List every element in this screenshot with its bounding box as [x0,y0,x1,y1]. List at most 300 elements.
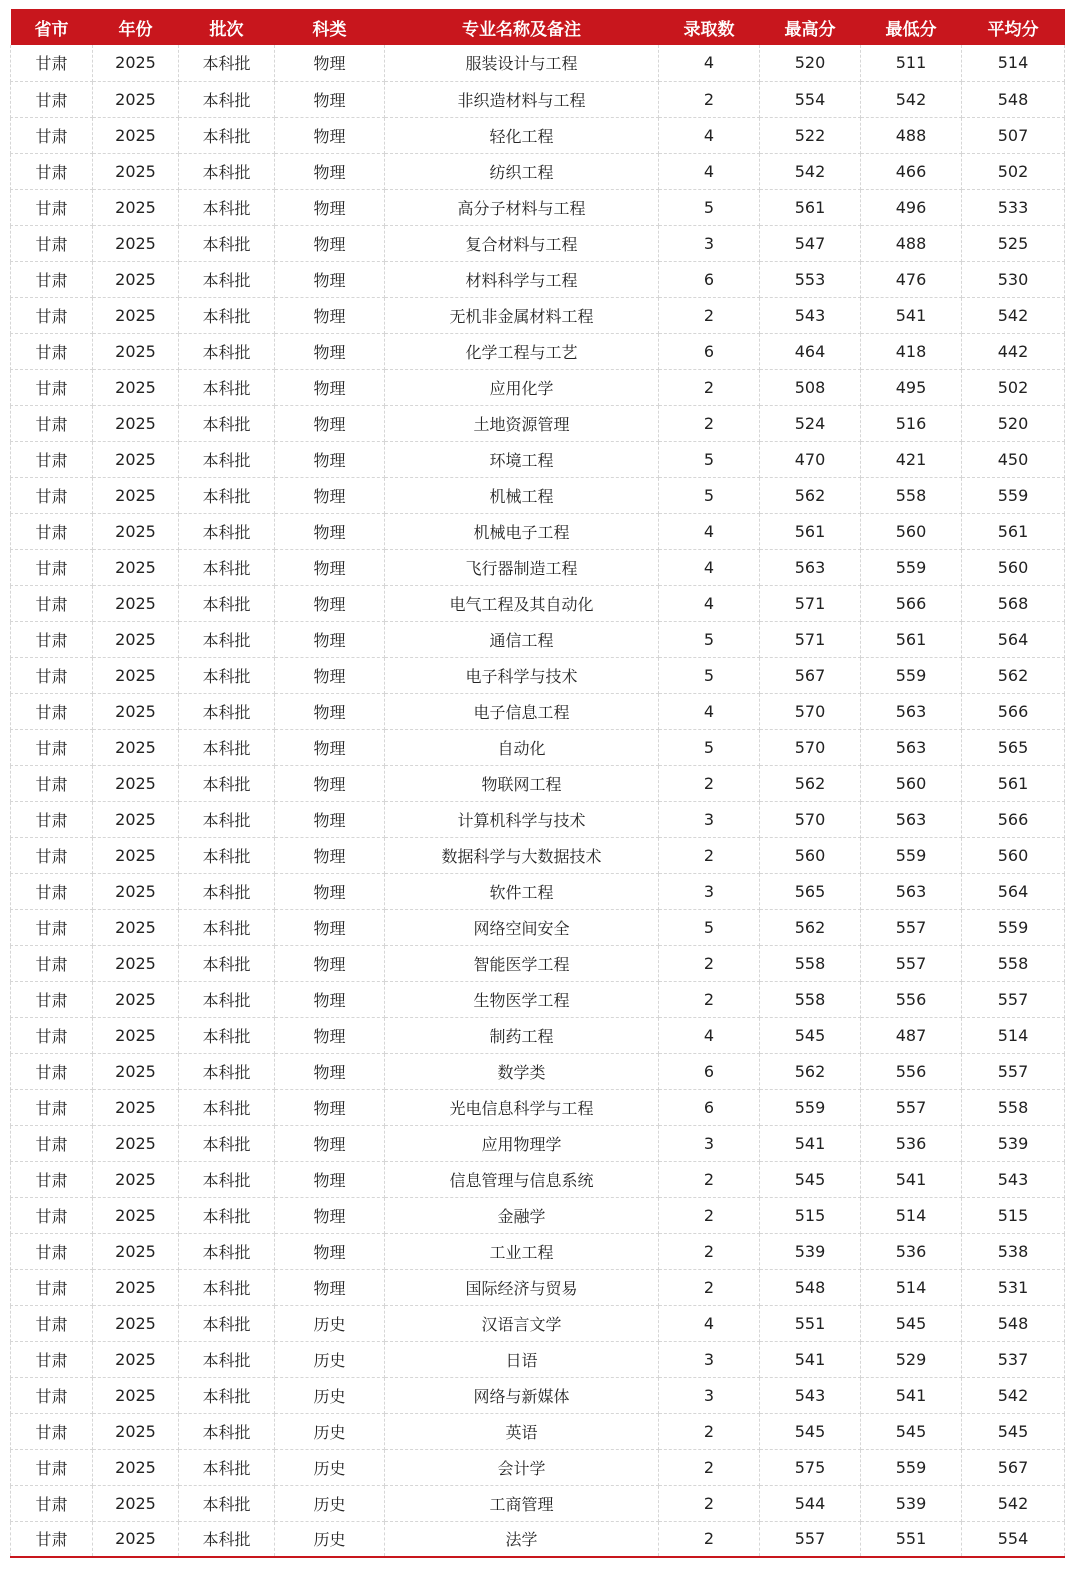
cell-admitted: 5 [659,657,760,693]
cell-batch: 本科批 [179,369,275,405]
cell-min-score: 545 [861,1413,962,1449]
table-row [11,1233,1065,1269]
cell-batch: 本科批 [179,1341,275,1377]
cell-province: 甘肃 [11,1197,93,1233]
cell-province: 甘肃 [11,189,93,225]
cell-max-score: 557 [760,1521,861,1557]
table-row [11,81,1065,117]
cell-min-score: 514 [861,1197,962,1233]
cell-subject: 物理 [275,549,385,585]
cell-admitted: 5 [659,729,760,765]
cell-year: 2025 [93,1305,179,1341]
cell-max-score: 470 [760,441,861,477]
cell-year: 2025 [93,1269,179,1305]
cell-year: 2025 [93,1413,179,1449]
cell-min-score: 539 [861,1485,962,1521]
table-row [11,1089,1065,1125]
cell-admitted: 2 [659,1449,760,1485]
cell-year: 2025 [93,45,179,81]
cell-batch: 本科批 [179,657,275,693]
cell-year: 2025 [93,1233,179,1269]
cell-avg-score: 560 [962,549,1065,585]
cell-batch: 本科批 [179,297,275,333]
cell-batch: 本科批 [179,405,275,441]
table-row [11,873,1065,909]
cell-batch: 本科批 [179,585,275,621]
cell-subject: 历史 [275,1377,385,1413]
cell-min-score: 488 [861,225,962,261]
table-row [11,1521,1065,1557]
cell-batch: 本科批 [179,45,275,81]
cell-year: 2025 [93,1449,179,1485]
cell-major: 应用物理学 [385,1125,659,1161]
cell-subject: 物理 [275,981,385,1017]
cell-max-score: 524 [760,405,861,441]
cell-min-score: 496 [861,189,962,225]
cell-batch: 本科批 [179,1413,275,1449]
cell-province: 甘肃 [11,873,93,909]
cell-batch: 本科批 [179,909,275,945]
cell-major: 计算机科学与技术 [385,801,659,837]
cell-year: 2025 [93,621,179,657]
cell-province: 甘肃 [11,693,93,729]
cell-max-score: 541 [760,1341,861,1377]
cell-major: 电子信息工程 [385,693,659,729]
cell-min-score: 476 [861,261,962,297]
cell-year: 2025 [93,261,179,297]
cell-subject: 物理 [275,1161,385,1197]
cell-avg-score: 502 [962,369,1065,405]
cell-year: 2025 [93,1053,179,1089]
cell-subject: 物理 [275,621,385,657]
cell-province: 甘肃 [11,801,93,837]
cell-max-score: 562 [760,1053,861,1089]
cell-max-score: 543 [760,1377,861,1413]
cell-max-score: 547 [760,225,861,261]
cell-min-score: 536 [861,1233,962,1269]
cell-year: 2025 [93,333,179,369]
cell-subject: 物理 [275,801,385,837]
cell-province: 甘肃 [11,1413,93,1449]
cell-subject: 物理 [275,1197,385,1233]
table-row [11,729,1065,765]
table-row [11,513,1065,549]
cell-province: 甘肃 [11,45,93,81]
cell-avg-score: 542 [962,1485,1065,1521]
cell-batch: 本科批 [179,765,275,801]
cell-batch: 本科批 [179,1233,275,1269]
cell-subject: 历史 [275,1413,385,1449]
cell-major: 英语 [385,1413,659,1449]
cell-year: 2025 [93,1017,179,1053]
cell-batch: 本科批 [179,621,275,657]
cell-year: 2025 [93,369,179,405]
cell-province: 甘肃 [11,585,93,621]
cell-year: 2025 [93,1161,179,1197]
cell-avg-score: 567 [962,1449,1065,1485]
cell-max-score: 558 [760,945,861,981]
cell-year: 2025 [93,693,179,729]
cell-major: 工业工程 [385,1233,659,1269]
cell-province: 甘肃 [11,981,93,1017]
cell-province: 甘肃 [11,1485,93,1521]
cell-min-score: 529 [861,1341,962,1377]
cell-batch: 本科批 [179,1521,275,1557]
cell-max-score: 508 [760,369,861,405]
cell-batch: 本科批 [179,729,275,765]
cell-min-score: 561 [861,621,962,657]
table-header-row [11,9,1065,45]
cell-year: 2025 [93,1521,179,1557]
cell-min-score: 541 [861,1161,962,1197]
cell-admitted: 2 [659,1269,760,1305]
cell-major: 网络与新媒体 [385,1377,659,1413]
cell-batch: 本科批 [179,1485,275,1521]
cell-major: 数学类 [385,1053,659,1089]
cell-avg-score: 514 [962,45,1065,81]
cell-subject: 物理 [275,657,385,693]
cell-province: 甘肃 [11,1125,93,1161]
cell-max-score: 561 [760,513,861,549]
cell-admitted: 3 [659,1377,760,1413]
cell-year: 2025 [93,801,179,837]
cell-avg-score: 554 [962,1521,1065,1557]
cell-avg-score: 545 [962,1413,1065,1449]
table-row [11,369,1065,405]
cell-major: 生物医学工程 [385,981,659,1017]
cell-major: 纺织工程 [385,153,659,189]
cell-min-score: 557 [861,909,962,945]
cell-year: 2025 [93,585,179,621]
cell-min-score: 557 [861,945,962,981]
cell-major: 物联网工程 [385,765,659,801]
cell-major: 应用化学 [385,369,659,405]
cell-avg-score: 548 [962,81,1065,117]
cell-province: 甘肃 [11,1341,93,1377]
cell-max-score: 515 [760,1197,861,1233]
cell-max-score: 464 [760,333,861,369]
table-row [11,837,1065,873]
cell-major: 国际经济与贸易 [385,1269,659,1305]
cell-year: 2025 [93,81,179,117]
cell-min-score: 541 [861,297,962,333]
cell-year: 2025 [93,225,179,261]
table-row [11,693,1065,729]
cell-max-score: 558 [760,981,861,1017]
cell-year: 2025 [93,297,179,333]
admission-scores-table [10,9,1065,1558]
cell-major: 金融学 [385,1197,659,1233]
cell-subject: 物理 [275,441,385,477]
cell-avg-score: 558 [962,945,1065,981]
cell-subject: 物理 [275,189,385,225]
table-row [11,909,1065,945]
cell-min-score: 556 [861,1053,962,1089]
cell-province: 甘肃 [11,1161,93,1197]
cell-batch: 本科批 [179,1269,275,1305]
cell-avg-score: 520 [962,405,1065,441]
cell-batch: 本科批 [179,1017,275,1053]
cell-min-score: 559 [861,1449,962,1485]
cell-province: 甘肃 [11,549,93,585]
cell-major: 高分子材料与工程 [385,189,659,225]
cell-subject: 物理 [275,729,385,765]
cell-batch: 本科批 [179,1161,275,1197]
cell-admitted: 6 [659,333,760,369]
header-min-score: 最低分 [885,19,937,40]
cell-max-score: 543 [760,297,861,333]
cell-admitted: 6 [659,1053,760,1089]
cell-major: 飞行器制造工程 [385,549,659,585]
table-row [11,945,1065,981]
cell-max-score: 520 [760,45,861,81]
cell-admitted: 2 [659,297,760,333]
cell-province: 甘肃 [11,153,93,189]
table-row [11,153,1065,189]
cell-year: 2025 [93,729,179,765]
cell-year: 2025 [93,1377,179,1413]
cell-max-score: 563 [760,549,861,585]
cell-province: 甘肃 [11,477,93,513]
cell-province: 甘肃 [11,81,93,117]
cell-year: 2025 [93,1485,179,1521]
table-row [11,261,1065,297]
table-row [11,1305,1065,1341]
cell-avg-score: 502 [962,153,1065,189]
header-admitted: 录取数 [683,19,735,40]
table-row [11,1341,1065,1377]
cell-province: 甘肃 [11,225,93,261]
table-row [11,441,1065,477]
table-row [11,657,1065,693]
cell-batch: 本科批 [179,441,275,477]
cell-major: 电气工程及其自动化 [385,585,659,621]
cell-min-score: 545 [861,1305,962,1341]
cell-admitted: 4 [659,693,760,729]
cell-avg-score: 507 [962,117,1065,153]
cell-avg-score: 533 [962,189,1065,225]
cell-batch: 本科批 [179,1053,275,1089]
cell-min-score: 559 [861,549,962,585]
cell-batch: 本科批 [179,225,275,261]
cell-avg-score: 515 [962,1197,1065,1233]
cell-batch: 本科批 [179,801,275,837]
table-row [11,1197,1065,1233]
table-row [11,981,1065,1017]
cell-major: 工商管理 [385,1485,659,1521]
cell-province: 甘肃 [11,513,93,549]
cell-batch: 本科批 [179,549,275,585]
cell-admitted: 6 [659,261,760,297]
cell-admitted: 4 [659,117,760,153]
header-province: 省市 [34,19,69,40]
cell-max-score: 559 [760,1089,861,1125]
cell-avg-score: 557 [962,981,1065,1017]
cell-admitted: 2 [659,81,760,117]
cell-subject: 物理 [275,945,385,981]
cell-min-score: 466 [861,153,962,189]
cell-major: 非织造材料与工程 [385,81,659,117]
cell-major: 机械电子工程 [385,513,659,549]
cell-max-score: 562 [760,909,861,945]
cell-min-score: 421 [861,441,962,477]
admission-table-container [10,9,1064,1558]
cell-subject: 物理 [275,1053,385,1089]
cell-max-score: 545 [760,1161,861,1197]
cell-admitted: 2 [659,837,760,873]
cell-admitted: 2 [659,1521,760,1557]
cell-min-score: 516 [861,405,962,441]
cell-avg-score: 558 [962,1089,1065,1125]
cell-province: 甘肃 [11,369,93,405]
cell-min-score: 557 [861,1089,962,1125]
cell-province: 甘肃 [11,1089,93,1125]
cell-major: 软件工程 [385,873,659,909]
cell-province: 甘肃 [11,117,93,153]
cell-max-score: 567 [760,657,861,693]
cell-max-score: 553 [760,261,861,297]
cell-avg-score: 543 [962,1161,1065,1197]
cell-avg-score: 564 [962,621,1065,657]
cell-avg-score: 561 [962,513,1065,549]
cell-batch: 本科批 [179,1305,275,1341]
cell-avg-score: 542 [962,1377,1065,1413]
cell-province: 甘肃 [11,1305,93,1341]
cell-major: 复合材料与工程 [385,225,659,261]
cell-year: 2025 [93,765,179,801]
cell-min-score: 556 [861,981,962,1017]
cell-avg-score: 562 [962,657,1065,693]
cell-admitted: 3 [659,873,760,909]
cell-subject: 物理 [275,1125,385,1161]
cell-batch: 本科批 [179,1125,275,1161]
cell-min-score: 559 [861,657,962,693]
cell-subject: 历史 [275,1305,385,1341]
cell-max-score: 539 [760,1233,861,1269]
cell-max-score: 548 [760,1269,861,1305]
cell-batch: 本科批 [179,945,275,981]
cell-batch: 本科批 [179,837,275,873]
cell-max-score: 575 [760,1449,861,1485]
cell-admitted: 4 [659,45,760,81]
cell-avg-score: 566 [962,801,1065,837]
cell-admitted: 2 [659,405,760,441]
cell-avg-score: 538 [962,1233,1065,1269]
cell-province: 甘肃 [11,405,93,441]
cell-subject: 历史 [275,1341,385,1377]
table-row [11,765,1065,801]
cell-major: 电子科学与技术 [385,657,659,693]
cell-batch: 本科批 [179,693,275,729]
cell-subject: 物理 [275,873,385,909]
cell-max-score: 571 [760,585,861,621]
cell-max-score: 551 [760,1305,861,1341]
cell-subject: 物理 [275,765,385,801]
cell-major: 通信工程 [385,621,659,657]
cell-subject: 物理 [275,477,385,513]
cell-subject: 物理 [275,117,385,153]
table-row [11,585,1065,621]
table-row [11,621,1065,657]
cell-subject: 物理 [275,837,385,873]
cell-subject: 物理 [275,513,385,549]
cell-major: 日语 [385,1341,659,1377]
cell-max-score: 565 [760,873,861,909]
cell-province: 甘肃 [11,333,93,369]
cell-admitted: 4 [659,549,760,585]
table-row [11,333,1065,369]
table-row [11,45,1065,81]
cell-avg-score: 537 [962,1341,1065,1377]
cell-avg-score: 542 [962,297,1065,333]
cell-max-score: 560 [760,837,861,873]
cell-province: 甘肃 [11,729,93,765]
header-subject: 科类 [312,19,347,40]
header-year: 年份 [118,19,153,40]
cell-subject: 物理 [275,261,385,297]
cell-min-score: 551 [861,1521,962,1557]
table-row [11,117,1065,153]
cell-province: 甘肃 [11,1449,93,1485]
cell-avg-score: 559 [962,909,1065,945]
cell-subject: 物理 [275,1233,385,1269]
cell-avg-score: 539 [962,1125,1065,1161]
cell-major: 材料科学与工程 [385,261,659,297]
cell-year: 2025 [93,1197,179,1233]
cell-min-score: 541 [861,1377,962,1413]
cell-avg-score: 566 [962,693,1065,729]
cell-max-score: 562 [760,765,861,801]
cell-batch: 本科批 [179,81,275,117]
cell-min-score: 536 [861,1125,962,1161]
cell-admitted: 2 [659,1233,760,1269]
cell-min-score: 563 [861,729,962,765]
table-row [11,189,1065,225]
cell-province: 甘肃 [11,1017,93,1053]
table-row [11,297,1065,333]
cell-max-score: 522 [760,117,861,153]
table-row [11,1413,1065,1449]
cell-year: 2025 [93,441,179,477]
cell-max-score: 544 [760,1485,861,1521]
cell-major: 光电信息科学与工程 [385,1089,659,1125]
cell-province: 甘肃 [11,1377,93,1413]
cell-admitted: 2 [659,1197,760,1233]
header-avg-score: 平均分 [987,19,1039,40]
table-row [11,225,1065,261]
cell-province: 甘肃 [11,261,93,297]
cell-major: 数据科学与大数据技术 [385,837,659,873]
cell-min-score: 560 [861,765,962,801]
cell-admitted: 2 [659,1413,760,1449]
table-row [11,405,1065,441]
cell-subject: 历史 [275,1449,385,1485]
table-row [11,1161,1065,1197]
cell-province: 甘肃 [11,909,93,945]
cell-province: 甘肃 [11,621,93,657]
cell-major: 轻化工程 [385,117,659,153]
cell-major: 无机非金属材料工程 [385,297,659,333]
cell-avg-score: 450 [962,441,1065,477]
cell-subject: 物理 [275,369,385,405]
cell-subject: 物理 [275,225,385,261]
table-row [11,549,1065,585]
cell-admitted: 3 [659,1341,760,1377]
cell-subject: 物理 [275,585,385,621]
table-row [11,1053,1065,1089]
cell-year: 2025 [93,837,179,873]
cell-max-score: 554 [760,81,861,117]
